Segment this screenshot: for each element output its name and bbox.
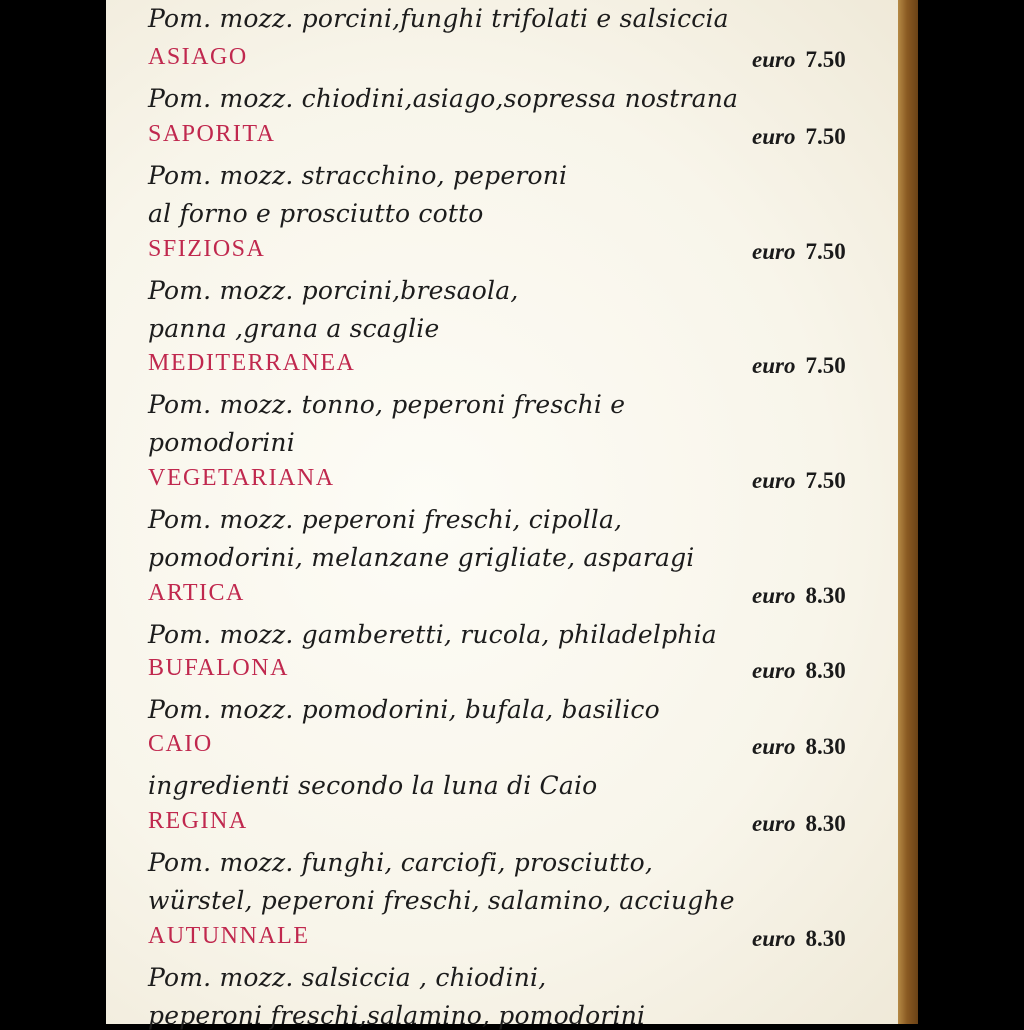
pizza-price — [752, 239, 846, 265]
price-value: 8.30 — [805, 734, 846, 759]
pizza-price — [752, 926, 846, 952]
item-description: ingredienti secondo la luna di Caio — [148, 771, 598, 800]
pizza-price — [752, 658, 846, 684]
currency-label: euro — [752, 734, 796, 759]
item-description: Pom. mozz. gamberetti, rucola, philadelphia — [148, 620, 717, 649]
item-description: würstel, peperoni freschi, salamino, acciughe — [148, 886, 735, 915]
item-description: Pom. mozz. peperoni freschi, cipolla, — [148, 505, 623, 534]
pizza-name: MEDITERRANEA — [148, 350, 356, 376]
pizza-price — [752, 124, 846, 150]
item-description: Pom. mozz. funghi, carciofi, prosciutto, — [148, 848, 653, 877]
currency-label: euro — [752, 124, 796, 149]
pizza-name: ASIAGO — [148, 44, 248, 70]
item-description: panna ,grana a scaglie — [148, 314, 440, 343]
pizza-name: SFIZIOSA — [148, 236, 266, 262]
currency-label: euro — [752, 47, 796, 72]
price-value: 7.50 — [805, 239, 846, 264]
pizza-name: VEGETARIANA — [148, 465, 335, 491]
item-description: pomodorini, melanzane grigliate, asparagi — [148, 543, 695, 572]
item-description: al forno e prosciutto cotto — [148, 199, 484, 228]
pizza-name: ARTICA — [148, 580, 245, 606]
price-value: 8.30 — [805, 583, 846, 608]
currency-label: euro — [752, 926, 796, 951]
item-description: Pom. mozz. chiodini,asiago,sopressa nostrana — [148, 84, 739, 113]
price-value: 7.50 — [805, 468, 846, 493]
price-value: 7.50 — [805, 124, 846, 149]
pizza-name: AUTUNNALE — [148, 923, 310, 949]
pizza-price — [752, 47, 846, 73]
price-value: 7.50 — [805, 353, 846, 378]
currency-label: euro — [752, 658, 796, 683]
item-description: pomodorini — [148, 428, 295, 457]
currency-label: euro — [752, 468, 796, 493]
currency-label: euro — [752, 353, 796, 378]
pizza-name: REGINA — [148, 808, 248, 834]
pizza-name: BUFALONA — [148, 655, 289, 681]
pizza-price — [752, 468, 846, 494]
item-description: peperoni freschi,salamino, pomodorini — [148, 1001, 646, 1030]
item-description: Pom. mozz. tonno, peperoni freschi e — [148, 390, 626, 419]
price-value: 7.50 — [805, 47, 846, 72]
currency-label: euro — [752, 583, 796, 608]
pizza-name: CAIO — [148, 731, 213, 757]
item-description: Pom. mozz. stracchino, peperoni — [148, 161, 568, 190]
page-edge — [898, 0, 918, 1024]
price-value: 8.30 — [805, 658, 846, 683]
item-description: Pom. mozz. porcini,bresaola, — [148, 276, 519, 305]
pizza-price — [752, 583, 846, 609]
pizza-price — [752, 353, 846, 379]
currency-label: euro — [752, 811, 796, 836]
price-value: 8.30 — [805, 926, 846, 951]
price-value: 8.30 — [805, 811, 846, 836]
pizza-price — [752, 811, 846, 837]
currency-label: euro — [752, 239, 796, 264]
pizza-price — [752, 734, 846, 760]
item-description: Pom. mozz. porcini,funghi trifolati e salsiccia — [148, 4, 729, 33]
item-description: Pom. mozz. pomodorini, bufala, basilico — [148, 695, 660, 724]
pizza-name: SAPORITA — [148, 121, 276, 147]
item-description: Pom. mozz. salsiccia , chiodini, — [148, 963, 547, 992]
